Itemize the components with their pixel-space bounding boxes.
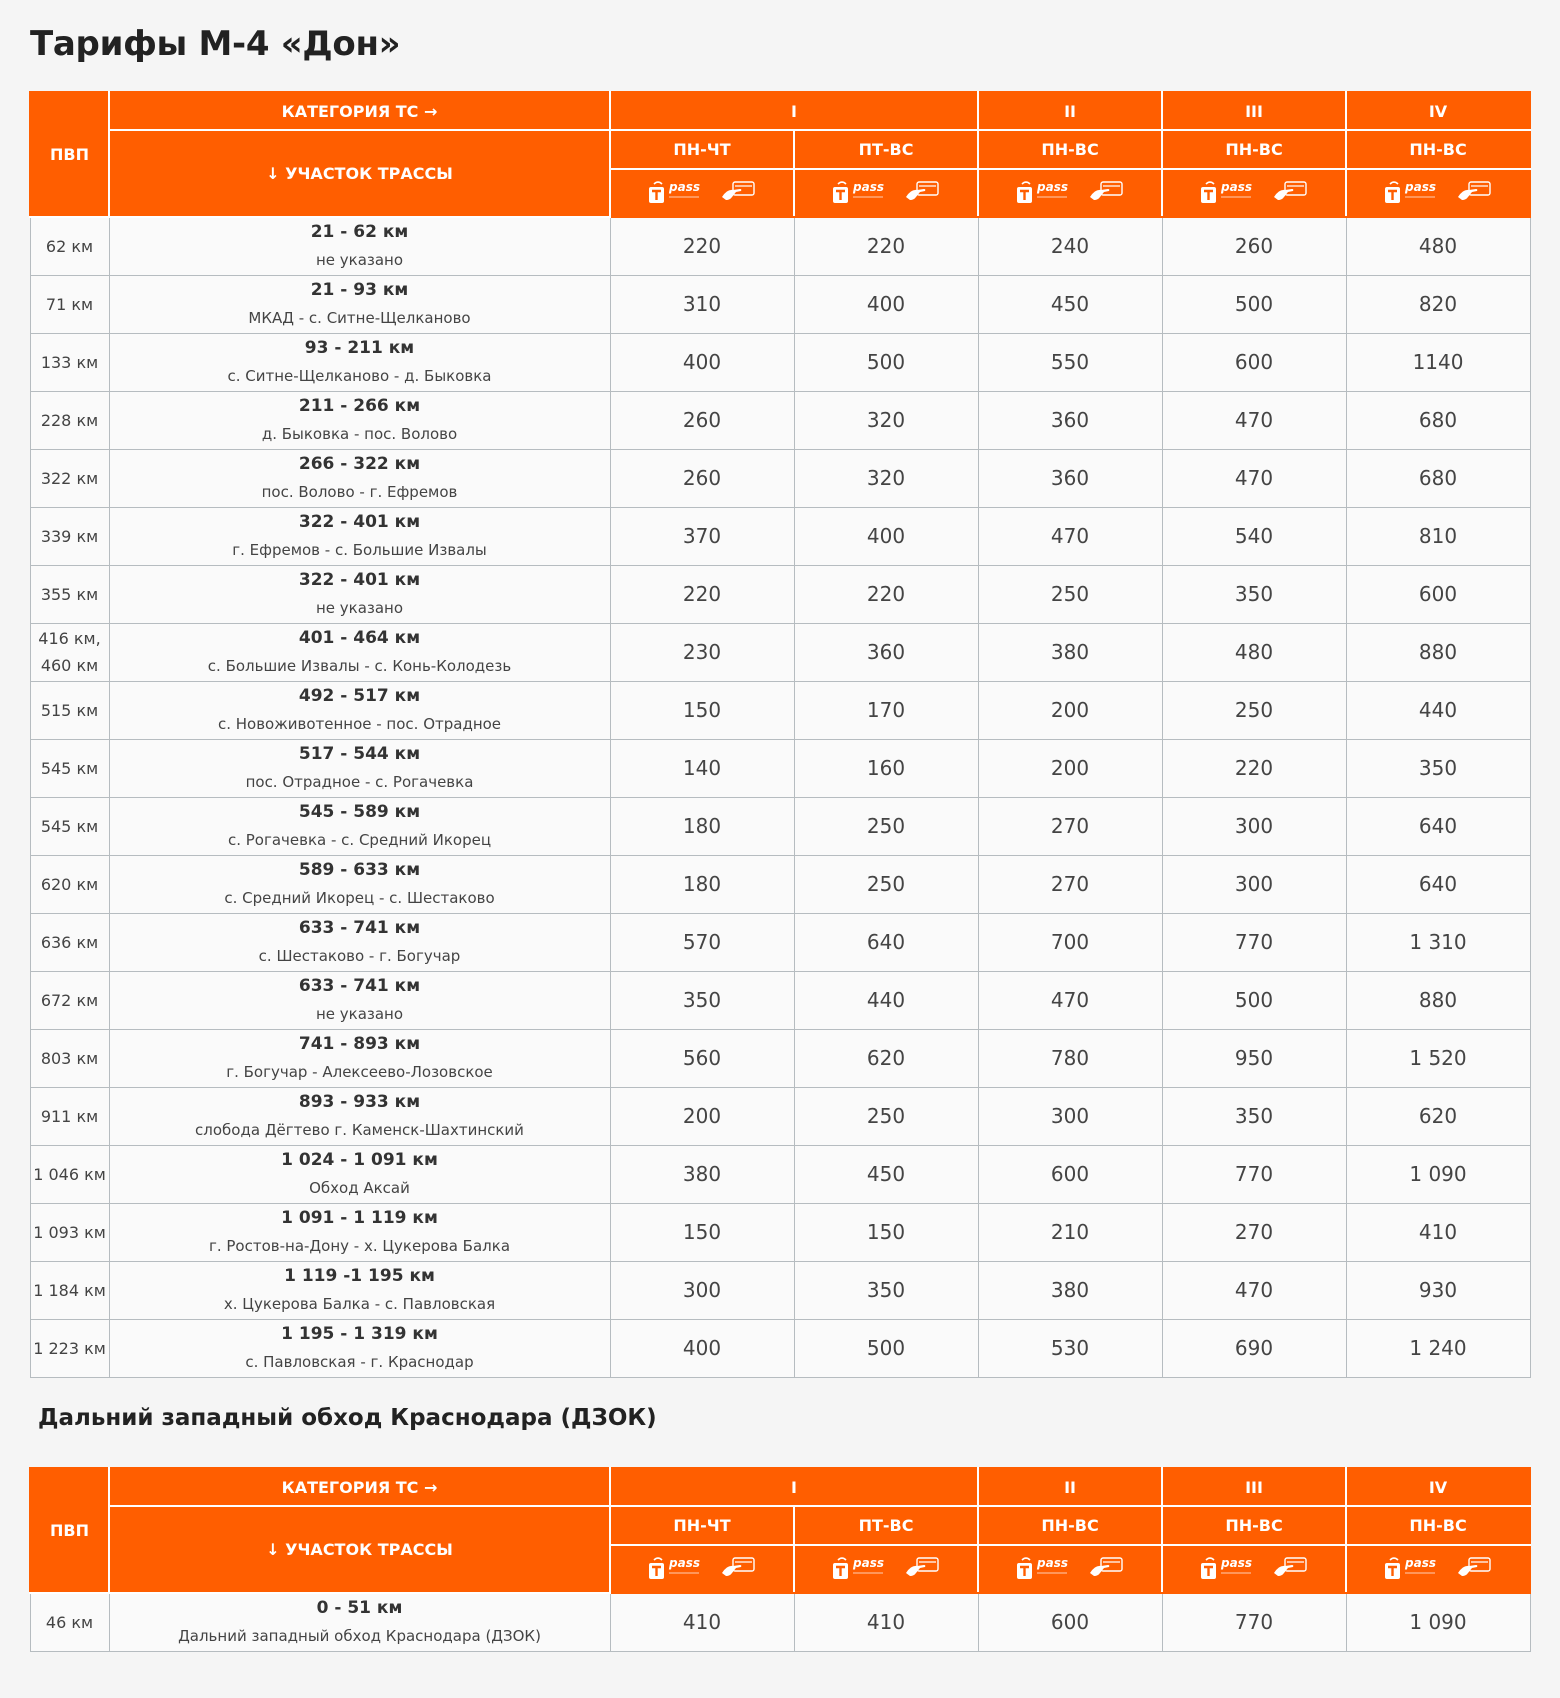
section-cell (109, 333, 610, 391)
section-cell (109, 681, 610, 739)
price-cell: 150 (610, 681, 794, 739)
price-cell: 270 (978, 855, 1162, 913)
payment-methods (1346, 1545, 1530, 1593)
price-cell: 350 (794, 1261, 978, 1319)
section-km: 741 - 893 км (298, 1034, 421, 1054)
pvp-cell: 545 км (30, 797, 109, 855)
column-header-category: КАТЕГОРИЯ ТС → (109, 92, 610, 130)
column-header-section: ↓ УЧАСТОК ТРАССЫ (109, 1506, 610, 1593)
category-header-ii: II (978, 1468, 1162, 1506)
price-cell: 150 (610, 1203, 794, 1261)
svg-text:pass: pass (669, 180, 700, 194)
price-cell: 350 (1162, 565, 1346, 623)
price-cell: 470 (1162, 449, 1346, 507)
table-row (30, 913, 1530, 971)
price-cell: 320 (794, 449, 978, 507)
pvp-cell: 1 184 км (30, 1261, 109, 1319)
svg-text:pass: pass (1037, 180, 1068, 194)
section-cell (109, 1145, 610, 1203)
section-km: 633 - 741 км (298, 918, 421, 938)
section-name: с. Рогачевка - с. Средний Икорец (227, 831, 492, 849)
price-cell: 600 (978, 1145, 1162, 1203)
section-name: МКАД - с. Ситне-Щелканово (248, 309, 471, 327)
day-header: ПТ-ВС (794, 130, 978, 169)
price-cell: 250 (1162, 681, 1346, 739)
day-header: ПН-ВС (1162, 130, 1346, 169)
section-name: с. Средний Икорец - с. Шестаково (224, 889, 495, 907)
price-cell: 300 (1162, 797, 1346, 855)
price-cell: 600 (1162, 333, 1346, 391)
section-km: 21 - 93 км (310, 280, 409, 300)
price-cell: 410 (794, 1593, 978, 1651)
payment-methods (1162, 169, 1346, 217)
price-cell: 260 (1162, 217, 1346, 275)
price-cell: 350 (610, 971, 794, 1029)
price-cell: 400 (610, 333, 794, 391)
price-cell: 680 (1346, 449, 1530, 507)
transponder-pass-icon (1016, 178, 1076, 208)
price-cell: 220 (794, 217, 978, 275)
pvp-cell: 911 км (30, 1087, 109, 1145)
section-cell (109, 449, 610, 507)
price-cell: 270 (1162, 1203, 1346, 1261)
transponder-pass-icon (1384, 178, 1444, 208)
price-cell: 550 (978, 333, 1162, 391)
table-row (30, 1087, 1530, 1145)
day-header: ПН-ВС (978, 1506, 1162, 1545)
price-cell: 400 (610, 1319, 794, 1377)
svg-text:pass: pass (853, 1556, 884, 1570)
section-name: х. Цукерова Балка - с. Павловская (223, 1295, 496, 1313)
price-cell: 1 090 (1346, 1593, 1530, 1651)
price-cell: 360 (794, 623, 978, 681)
price-cell: 370 (610, 507, 794, 565)
price-cell: 220 (610, 565, 794, 623)
section-km: 517 - 544 км (298, 744, 421, 764)
category-header-iv: IV (1346, 1468, 1530, 1506)
price-cell: 200 (978, 739, 1162, 797)
section-title-dzok: Дальний западный обход Краснодара (ДЗОК) (38, 1405, 657, 1431)
price-cell: 300 (978, 1087, 1162, 1145)
pvp-cell: 339 км (30, 507, 109, 565)
table-row (30, 739, 1530, 797)
price-cell: 600 (978, 1593, 1162, 1651)
price-cell: 270 (978, 797, 1162, 855)
price-cell: 880 (1346, 623, 1530, 681)
table-row (30, 333, 1530, 391)
section-cell (109, 855, 610, 913)
price-cell: 500 (1162, 971, 1346, 1029)
bank-card-icon (1088, 179, 1124, 207)
section-km: 633 - 741 км (298, 976, 421, 996)
price-cell: 410 (610, 1593, 794, 1651)
table-header (30, 92, 1530, 217)
tariff-table-m4 (29, 91, 1531, 1378)
price-cell: 640 (1346, 855, 1530, 913)
payment-methods (610, 169, 794, 217)
pvp-cell: 1 093 км (30, 1203, 109, 1261)
price-cell: 220 (1162, 739, 1346, 797)
day-header: ПТ-ВС (794, 1506, 978, 1545)
transponder-pass-icon (648, 178, 708, 208)
price-cell: 1 090 (1346, 1145, 1530, 1203)
pvp-cell: 1 223 км (30, 1319, 109, 1377)
price-cell: 780 (978, 1029, 1162, 1087)
price-cell: 450 (794, 1145, 978, 1203)
price-cell: 500 (794, 333, 978, 391)
section-km: 492 - 517 км (298, 686, 421, 706)
price-cell: 220 (794, 565, 978, 623)
column-header-section: ↓ УЧАСТОК ТРАССЫ (109, 130, 610, 217)
price-cell: 350 (1162, 1087, 1346, 1145)
table-row (30, 855, 1530, 913)
section-km: 893 - 933 км (298, 1092, 421, 1112)
price-cell: 350 (1346, 739, 1530, 797)
price-cell: 680 (1346, 391, 1530, 449)
price-cell: 410 (1346, 1203, 1530, 1261)
section-km: 0 - 51 км (316, 1598, 403, 1619)
section-km: 322 - 401 км (298, 570, 421, 590)
transponder-pass-icon (648, 1554, 708, 1584)
price-cell: 380 (978, 1261, 1162, 1319)
table-row (30, 449, 1530, 507)
section-km: 21 - 62 км (310, 222, 409, 243)
payment-methods (610, 1545, 794, 1593)
price-cell: 530 (978, 1319, 1162, 1377)
price-cell: 260 (610, 449, 794, 507)
section-km: 545 - 589 км (298, 802, 421, 822)
price-cell: 250 (794, 797, 978, 855)
column-header-pvp: ПВП (30, 1468, 109, 1593)
transponder-pass-icon (1200, 1554, 1260, 1584)
bank-card-icon (1088, 1555, 1124, 1583)
pvp-cell: 416 км, 460 км (30, 623, 109, 681)
price-cell: 440 (794, 971, 978, 1029)
section-name: с. Большие Извалы - с. Конь-Колодезь (207, 657, 512, 675)
price-cell: 1140 (1346, 333, 1530, 391)
tariff-table-dzok (29, 1467, 1531, 1652)
section-name: с. Павловская - г. Краснодар (245, 1353, 474, 1371)
payment-methods (1346, 169, 1530, 217)
price-cell: 400 (794, 507, 978, 565)
bank-card-icon (1272, 1555, 1308, 1583)
section-cell (109, 623, 610, 681)
pvp-cell: 355 км (30, 565, 109, 623)
section-name: Обход Аксай (309, 1179, 410, 1197)
price-cell: 600 (1346, 565, 1530, 623)
day-header: ПН-ВС (1346, 1506, 1530, 1545)
price-cell: 200 (610, 1087, 794, 1145)
section-km: 1 119 -1 195 км (284, 1266, 435, 1286)
bank-card-icon (904, 1555, 940, 1583)
price-cell: 380 (978, 623, 1162, 681)
price-cell: 250 (794, 1087, 978, 1145)
day-header: ПН-ВС (1162, 1506, 1346, 1545)
section-km: 401 - 464 км (298, 628, 421, 648)
category-header-i: I (610, 1468, 978, 1506)
pvp-cell: 133 км (30, 333, 109, 391)
price-cell: 180 (610, 855, 794, 913)
section-cell (109, 217, 610, 275)
transponder-pass-icon (1384, 1554, 1444, 1584)
transponder-pass-icon (1200, 178, 1260, 208)
payment-methods (978, 1545, 1162, 1593)
section-km: 322 - 401 км (298, 512, 421, 532)
table-row (30, 565, 1530, 623)
price-cell: 500 (794, 1319, 978, 1377)
bank-card-icon (720, 179, 756, 207)
section-name: с. Новоживотенное - пос. Отрадное (217, 715, 502, 733)
price-cell: 540 (1162, 507, 1346, 565)
price-cell: 380 (610, 1145, 794, 1203)
transponder-pass-icon (832, 178, 892, 208)
day-header: ПН-ЧТ (610, 130, 794, 169)
table-row (30, 797, 1530, 855)
price-cell: 240 (978, 217, 1162, 275)
svg-text:pass: pass (853, 180, 884, 194)
table-row (30, 217, 1530, 275)
section-name: г. Богучар - Алексеево-Лозовское (226, 1063, 493, 1081)
price-cell: 620 (1346, 1087, 1530, 1145)
price-cell: 300 (1162, 855, 1346, 913)
pvp-cell: 545 км (30, 739, 109, 797)
section-cell (109, 507, 610, 565)
pvp-cell: 71 км (30, 275, 109, 333)
page-title: Тарифы М-4 «Дон» (30, 24, 401, 64)
category-header-iii: III (1162, 1468, 1346, 1506)
category-header-i: I (610, 92, 978, 130)
price-cell: 300 (610, 1261, 794, 1319)
section-km: 1 091 - 1 119 км (281, 1208, 438, 1228)
section-km: 589 - 633 км (298, 860, 421, 880)
price-cell: 470 (978, 971, 1162, 1029)
section-cell (109, 971, 610, 1029)
price-cell: 140 (610, 739, 794, 797)
table-row (30, 971, 1530, 1029)
bank-card-icon (904, 179, 940, 207)
price-cell: 640 (794, 913, 978, 971)
price-cell: 260 (610, 391, 794, 449)
category-header-ii: II (978, 92, 1162, 130)
section-cell (109, 1593, 610, 1651)
category-header-iv: IV (1346, 92, 1530, 130)
column-header-pvp: ПВП (30, 92, 109, 217)
price-cell: 470 (1162, 1261, 1346, 1319)
bank-card-icon (1272, 179, 1308, 207)
table-body (30, 1593, 1530, 1651)
section-km: 1 024 - 1 091 км (281, 1150, 438, 1170)
price-cell: 360 (978, 449, 1162, 507)
price-cell: 500 (1162, 275, 1346, 333)
section-name: с. Ситне-Щелканово - д. Быковка (227, 367, 492, 385)
day-header: ПН-ВС (1346, 130, 1530, 169)
svg-text:pass: pass (1037, 1556, 1068, 1570)
price-cell: 690 (1162, 1319, 1346, 1377)
section-cell (109, 1087, 610, 1145)
table-row (30, 391, 1530, 449)
section-km: 266 - 322 км (298, 454, 421, 474)
price-cell: 570 (610, 913, 794, 971)
section-name: не указано (315, 599, 404, 617)
table-row (30, 1319, 1530, 1377)
price-cell: 470 (1162, 391, 1346, 449)
price-cell: 200 (978, 681, 1162, 739)
category-header-iii: III (1162, 92, 1346, 130)
table-body (30, 217, 1530, 1377)
section-cell (109, 739, 610, 797)
table-row (30, 681, 1530, 739)
price-cell: 220 (610, 217, 794, 275)
section-cell (109, 1319, 610, 1377)
price-cell: 160 (794, 739, 978, 797)
price-cell: 810 (1346, 507, 1530, 565)
section-name: не указано (315, 1005, 404, 1023)
svg-text:pass: pass (1405, 180, 1436, 194)
price-cell: 620 (794, 1029, 978, 1087)
transponder-pass-icon (1016, 1554, 1076, 1584)
price-cell: 770 (1162, 913, 1346, 971)
price-cell: 170 (794, 681, 978, 739)
section-km: 211 - 266 км (298, 396, 421, 416)
section-name: г. Ростов-на-Дону - х. Цукерова Балка (208, 1237, 511, 1255)
price-cell: 640 (1346, 797, 1530, 855)
section-cell (109, 797, 610, 855)
payment-methods (978, 169, 1162, 217)
section-cell (109, 1029, 610, 1087)
pvp-cell: 46 км (30, 1593, 109, 1651)
section-name: пос. Отрадное - с. Рогачевка (245, 773, 474, 791)
price-cell: 950 (1162, 1029, 1346, 1087)
price-cell: 1 240 (1346, 1319, 1530, 1377)
price-cell: 1 520 (1346, 1029, 1530, 1087)
price-cell: 820 (1346, 275, 1530, 333)
section-name: слобода Дёгтево г. Каменск-Шахтинский (195, 1121, 524, 1139)
transponder-pass-icon (832, 1554, 892, 1584)
section-name: г. Ефремов - с. Большие Извалы (232, 541, 487, 559)
price-cell: 310 (610, 275, 794, 333)
table-header (30, 1468, 1530, 1593)
day-header: ПН-ЧТ (610, 1506, 794, 1545)
pvp-cell: 636 км (30, 913, 109, 971)
section-cell (109, 913, 610, 971)
price-cell: 440 (1346, 681, 1530, 739)
table-row (30, 275, 1530, 333)
section-km: 93 - 211 км (304, 338, 415, 358)
section-cell (109, 565, 610, 623)
price-cell: 250 (794, 855, 978, 913)
table-row (30, 1145, 1530, 1203)
pvp-cell: 322 км (30, 449, 109, 507)
pvp-cell: 620 км (30, 855, 109, 913)
section-km: 1 195 - 1 319 км (281, 1324, 438, 1344)
price-cell: 150 (794, 1203, 978, 1261)
svg-text:pass: pass (1221, 180, 1252, 194)
section-cell (109, 1203, 610, 1261)
bank-card-icon (1456, 179, 1492, 207)
table-row (30, 507, 1530, 565)
pvp-cell: 803 км (30, 1029, 109, 1087)
svg-text:pass: pass (1405, 1556, 1436, 1570)
table-row (30, 1593, 1530, 1651)
section-cell (109, 391, 610, 449)
table-row (30, 623, 1530, 681)
payment-methods (794, 169, 978, 217)
section-cell (109, 275, 610, 333)
price-cell: 1 310 (1346, 913, 1530, 971)
price-cell: 450 (978, 275, 1162, 333)
table-row (30, 1261, 1530, 1319)
section-name: пос. Волово - г. Ефремов (261, 483, 458, 501)
price-cell: 480 (1346, 217, 1530, 275)
svg-text:pass: pass (1221, 1556, 1252, 1570)
pvp-cell: 515 км (30, 681, 109, 739)
payment-methods (794, 1545, 978, 1593)
section-name: не указано (315, 251, 404, 270)
price-cell: 770 (1162, 1145, 1346, 1203)
section-name: д. Быковка - пос. Волово (261, 425, 458, 443)
pvp-cell: 228 км (30, 391, 109, 449)
section-name: с. Шестаково - г. Богучар (258, 947, 461, 965)
price-cell: 560 (610, 1029, 794, 1087)
price-cell: 180 (610, 797, 794, 855)
price-cell: 480 (1162, 623, 1346, 681)
column-header-category: КАТЕГОРИЯ ТС → (109, 1468, 610, 1506)
price-cell: 400 (794, 275, 978, 333)
price-cell: 360 (978, 391, 1162, 449)
day-header: ПН-ВС (978, 130, 1162, 169)
bank-card-icon (720, 1555, 756, 1583)
section-name: Дальний западный обход Краснодара (ДЗОК) (178, 1627, 541, 1646)
price-cell: 210 (978, 1203, 1162, 1261)
table-row (30, 1029, 1530, 1087)
price-cell: 470 (978, 507, 1162, 565)
pvp-cell: 672 км (30, 971, 109, 1029)
pvp-cell: 62 км (30, 217, 109, 275)
payment-methods (1162, 1545, 1346, 1593)
price-cell: 880 (1346, 971, 1530, 1029)
price-cell: 230 (610, 623, 794, 681)
bank-card-icon (1456, 1555, 1492, 1583)
pvp-cell: 1 046 км (30, 1145, 109, 1203)
price-cell: 250 (978, 565, 1162, 623)
table-row (30, 1203, 1530, 1261)
price-cell: 770 (1162, 1593, 1346, 1651)
price-cell: 930 (1346, 1261, 1530, 1319)
section-cell (109, 1261, 610, 1319)
price-cell: 700 (978, 913, 1162, 971)
svg-text:pass: pass (669, 1556, 700, 1570)
price-cell: 320 (794, 391, 978, 449)
